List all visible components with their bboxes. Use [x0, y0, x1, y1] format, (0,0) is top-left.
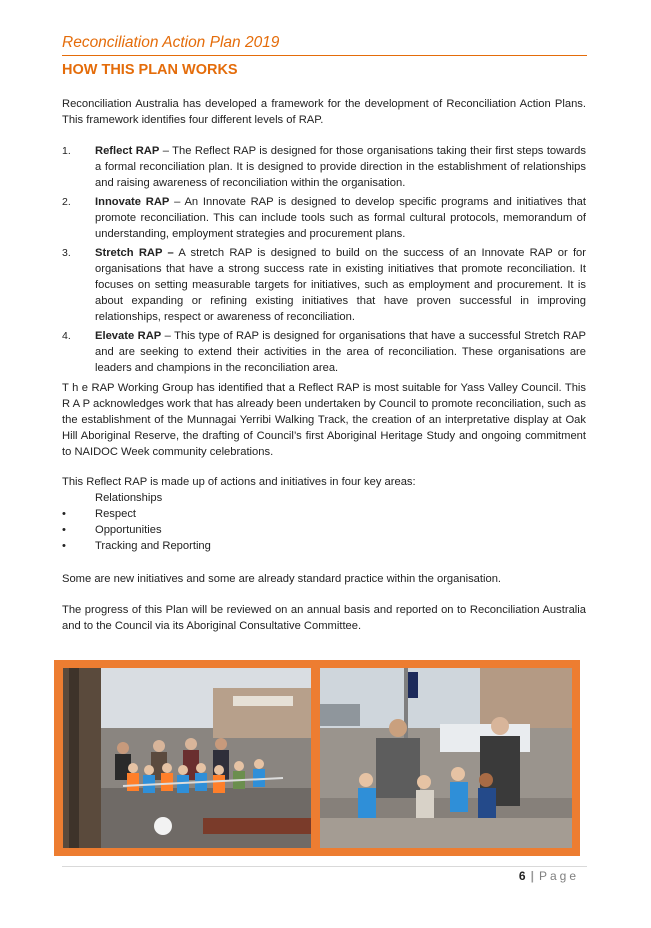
key-areas-list: [62, 490, 462, 554]
level-name: Elevate RAP: [95, 330, 162, 342]
list-item: [62, 490, 462, 506]
rap-levels-list: [62, 143, 586, 379]
page-number-separator: |: [530, 869, 535, 883]
working-group-paragraph: T h e RAP Working Group has identified that a Reflect RAP is most suitable for Yass Valley Council. This R A P acknowledges work that has already been undertaken by Council to promote reconciliation, such as the establishment of the Munnagai Yerribi Walking Track, the creation of an interpretative display at Oak Hill Aboriginal Reserve, the drafting of Council’s first Aboriginal Heritage Study and ongoing commitment to NAIDOC Week community celebrations.: [62, 382, 586, 458]
list-number: 1.: [62, 145, 71, 157]
footer-rule: [62, 866, 587, 867]
page-number: [519, 869, 579, 883]
intro-paragraph: Reconciliation Australia has developed a framework for the development of Reconciliation Action Plans. This framework identifies four different levels of RAP.: [62, 98, 586, 126]
bullet: •: [62, 540, 66, 552]
area-label: Opportunities: [95, 524, 162, 536]
new-initiatives-paragraph: Some are new initiatives and some are already standard practice within the organisation.: [62, 573, 502, 585]
bullet: •: [62, 508, 66, 520]
children-walking-track-photo: [63, 668, 311, 848]
list-item: [62, 538, 462, 554]
list-item: [62, 194, 586, 242]
running-header: Reconciliation Action Plan 2019: [62, 34, 280, 51]
area-label: Relationships: [95, 492, 163, 504]
level-description: – An Innovate RAP is designed to develop specific programs and initiatives that promote reconciliation. This can include tools such as formal cultural protocols, memorandum of understanding, employment strategies and procurement plans.: [95, 196, 586, 240]
key-areas-intro: This Reflect RAP is made up of actions and initiatives in four key areas:: [62, 476, 416, 488]
level-name: Reflect RAP: [95, 145, 160, 157]
area-label: Respect: [95, 508, 137, 520]
photo-frame: [54, 660, 580, 856]
level-description: – The Reflect RAP is designed for those organisations taking their first steps towards a formal reconciliation plan. It is designed to provide direction in the establishment of relationships and raising awareness of reconciliation within the organisation.: [95, 145, 586, 189]
list-number: 4.: [62, 330, 71, 342]
level-name: Innovate RAP: [95, 196, 170, 208]
header-rule: [62, 55, 587, 56]
level-description: – This type of RAP is designed for organisations that have a successful Stretch RAP and are seeking to extend their activities in the area of reconciliation. These organisations are leaders and champions in the reconciliation area.: [95, 330, 586, 374]
list-number: 2.: [62, 196, 71, 208]
list-number: 3.: [62, 247, 71, 259]
level-description: A stretch RAP is designed to build on the success of an Innovate RAP or for organisations that have a strong success rate in existing initiatives that promote reconciliation. It focuses on setting measurable targets for initiatives, such as employment and procurement. It is about expanding or refining existing initiatives that have proven successful in improving relationships, respect or awareness of reconciliation.: [95, 247, 587, 323]
section-title: HOW THIS PLAN WORKS: [62, 62, 238, 78]
page-word: Page: [538, 869, 579, 883]
level-name: Stretch RAP –: [95, 247, 174, 259]
list-item: [62, 245, 586, 325]
area-label: Tracking and Reporting: [95, 540, 211, 552]
bullet: •: [62, 524, 66, 536]
list-item: [62, 522, 462, 538]
progress-paragraph: The progress of this Plan will be reviewed on an annual basis and reported on to Reconciliation Australia and to the Council via its Aboriginal Consultative Committee.: [62, 604, 586, 632]
list-item: [62, 143, 586, 191]
group-gathering-photo: [320, 668, 572, 848]
page-number-value: 6: [518, 869, 527, 883]
list-item: [62, 506, 462, 522]
list-item: [62, 328, 586, 376]
